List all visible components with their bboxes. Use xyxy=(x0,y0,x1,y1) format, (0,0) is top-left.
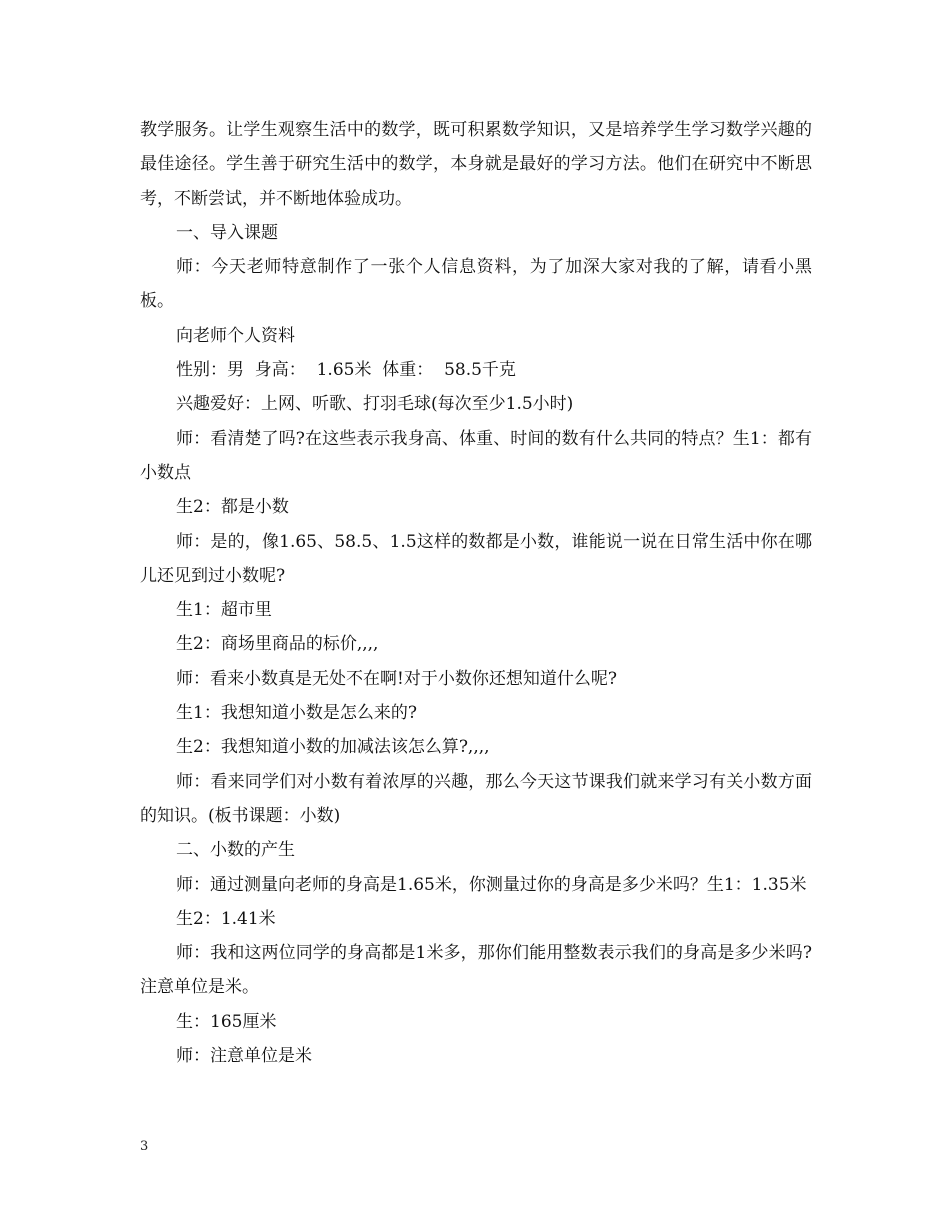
paragraph: 师：今天老师特意制作了一张个人信息资料，为了加深大家对我的了解，请看小黑板。 xyxy=(140,257,812,312)
paragraph: 师：是的，像1.65、58.5、1.5这样的数都是小数，谁能说一说在日常生活中你在哪儿还见到过小数呢? xyxy=(140,531,812,586)
paragraph: 生2：1.41米 xyxy=(176,908,276,929)
paragraph: 教学服务。让学生观察生活中的数学，既可积累数学知识，又是培养学生学习数学兴趣的最佳途径。学生善于研究生活中的数学，本身就是最好的学习方法。他们在研究中不断思考，不断尝试，并不断地体验成功。 xyxy=(140,120,812,209)
paragraph: 师：看清楚了吗?在这些表示我身高、体重、时间的数有什么共同的特点？生1：都有小数点 xyxy=(140,428,812,483)
paragraph: 师：看来同学们对小数有着浓厚的兴趣，那么今天这节课我们就来学习有关小数方面的知识。(板书课题：小数) xyxy=(140,771,812,826)
paragraph: 师：注意单位是米 xyxy=(176,1046,312,1067)
section-heading: 二、小数的产生 xyxy=(176,840,295,861)
document-body xyxy=(140,113,812,1073)
paragraph: 性别：男 身高： 1.65米 体重： 58.5千克 xyxy=(176,360,516,381)
paragraph: 师：我和这两位同学的身高都是1米多，那你们能用整数表示我们的身高是多少米吗?注意单位是米。 xyxy=(140,943,812,998)
paragraph: 师：看来小数真是无处不在啊!对于小数你还想知道什么呢? xyxy=(176,668,617,689)
section-heading: 一、导入课题 xyxy=(176,222,278,243)
page-number: 3 xyxy=(140,1139,149,1154)
paragraph: 生2：都是小数 xyxy=(176,497,289,518)
paragraph: 生2：我想知道小数的加减法该怎么算?,,,, xyxy=(176,737,490,758)
paragraph: 生1：我想知道小数是怎么来的? xyxy=(176,703,417,724)
paragraph: 兴趣爱好：上网、听歌、打羽毛球(每次至少1.5小时) xyxy=(176,394,574,415)
paragraph: 生：165厘米 xyxy=(176,1011,277,1032)
paragraph: 师：通过测量向老师的身高是1.65米，你测量过你的身高是多少米吗？生1：1.35米 xyxy=(176,874,807,895)
paragraph: 生1：超市里 xyxy=(176,600,272,621)
paragraph: 向老师个人资料 xyxy=(176,325,295,346)
paragraph: 生2：商场里商品的标价,,,, xyxy=(176,634,379,655)
